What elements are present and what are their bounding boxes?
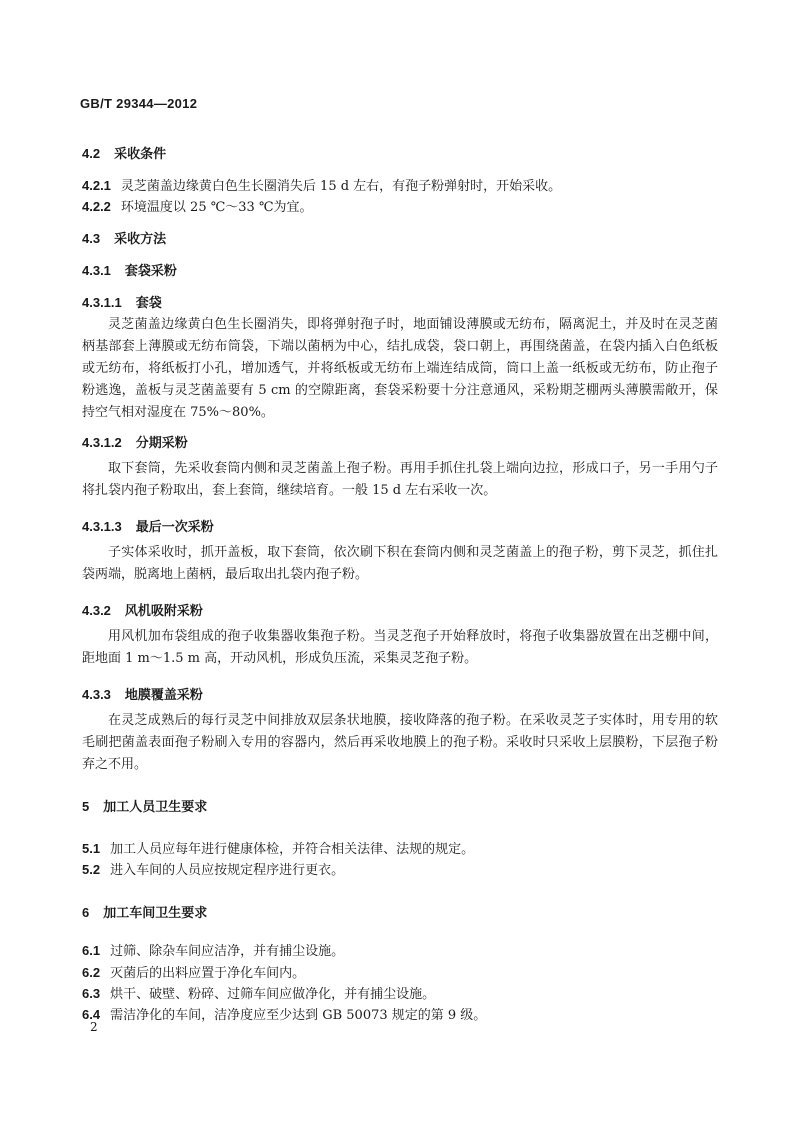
clause-text: 灭菌后的出料应置于净化车间内。 — [110, 966, 306, 981]
clause-text: 进入车间的人员应按规定程序进行更衣。 — [110, 863, 345, 878]
heading-4-3-1 — [82, 260, 177, 279]
page-number: 2 — [90, 1020, 98, 1034]
clause-text: 烘干、破壁、粉碎、过筛车间应做净化，并有捕尘设施。 — [110, 987, 436, 1002]
clause-text: 灵芝菌盖边缘黄白色生长圈消失后 15 d 左右，有孢子粉弹射时，开始采收。 — [120, 179, 562, 194]
clause-number: 4.2.1 — [82, 178, 111, 193]
clause-6-2 — [82, 962, 305, 981]
clause-4-2-1 — [82, 175, 561, 194]
heading-4-2 — [82, 143, 166, 162]
clause-number: 6.3 — [82, 986, 101, 1001]
clause-text: 环境温度以 25 ℃～33 ℃为宜。 — [120, 200, 313, 215]
clause-number: 5.1 — [82, 841, 101, 856]
heading-4-3-3 — [82, 684, 203, 703]
clause-5-2 — [82, 859, 344, 878]
clause-number: 6.4 — [82, 1007, 101, 1022]
paragraph-4-3-3: 在灵芝成熟后的每行灵芝中间排放双层条状地膜，接收降落的孢子粉。在采收灵芝子实体时，用专用的软毛刷把菌盖表面孢子粉刷入专用的容器内，然后再采收地膜上的孢子粉。采收时只采收上层膜粉，下层孢子粉弃之不用。 — [82, 713, 718, 772]
heading-number: 4.3.1.2 — [82, 435, 122, 450]
paragraph-4-3-1-3: 子实体采收时，抓开盖板，取下套筒，依次刷下积在套筒内侧和灵芝菌盖上的孢子粉，剪下灵芝，抓住扎袋两端，脱离地上菌柄，最后取出扎袋内孢子粉。 — [82, 545, 718, 582]
heading-number: 4.3.3 — [82, 687, 111, 702]
heading-title: 套袋采粉 — [124, 264, 177, 279]
clause-6-1 — [82, 940, 344, 959]
heading-4-3-2 — [82, 600, 203, 619]
clause-text: 过筛、除杂车间应洁净，并有捕尘设施。 — [110, 944, 345, 959]
paragraph-4-3-2: 用风机加布袋组成的孢子收集器收集孢子粉。当灵芝孢子开始释放时，将孢子收集器放置在出芝棚中间，距地面 1 m～1.5 m 高，开动风机，形成负压流，采集灵芝孢子粉。 — [82, 629, 718, 666]
heading-number: 4.3 — [82, 231, 101, 246]
clause-number: 6.1 — [82, 943, 101, 958]
clause-number: 5.2 — [82, 862, 101, 877]
heading-title: 加工人员卫生要求 — [103, 800, 208, 815]
heading-number: 6 — [82, 905, 90, 920]
heading-title: 套袋 — [135, 296, 162, 311]
clause-6-3 — [82, 983, 435, 1002]
heading-title: 加工车间卫生要求 — [103, 906, 208, 921]
clause-number: 6.2 — [82, 965, 101, 980]
heading-title: 采收方法 — [114, 232, 167, 247]
heading-4-3-1-1 — [82, 292, 162, 311]
heading-number: 4.3.2 — [82, 603, 111, 618]
heading-number: 4.3.1.3 — [82, 519, 122, 534]
heading-4-3-1-3 — [82, 516, 214, 535]
paragraph-4-3-1-1: 灵芝菌盖边缘黄白色生长圈消失，即将弹射孢子时，地面铺设薄膜或无纺布，隔离泥土，并及时在灵芝菌柄基部套上薄膜或无纺布筒袋，下端以菌柄为中心，结扎成袋，袋口朝上，再围绕菌盖，在袋内插入白色纸板或无纺布，将纸板打小孔，增加透气，并将纸板或无纺布上端连结成筒，筒口上盖一纸板或无纺布，防止孢子粉逃逸，盖板与灵芝菌盖要有 5 cm 的空隙距离，套袋采粉要十分注意通风，采粉期芝棚两头薄膜需敞开，保持空气相对湿度在 75%～80%。 — [82, 317, 718, 420]
heading-title: 分期采粉 — [135, 436, 188, 451]
heading-number: 4.2 — [82, 146, 101, 161]
heading-title: 地膜覆盖采粉 — [124, 688, 203, 703]
clause-number: 4.2.2 — [82, 199, 111, 214]
heading-number: 4.3.1.1 — [82, 295, 122, 310]
clause-4-2-2 — [82, 196, 313, 215]
heading-6 — [82, 902, 207, 921]
clause-text: 需洁净化的车间，洁净度应至少达到 GB 50073 规定的第 9 级。 — [110, 1008, 487, 1023]
heading-title: 风机吸附采粉 — [124, 604, 203, 619]
heading-title: 采收条件 — [114, 147, 167, 162]
paragraph-4-3-1-2: 取下套筒，先采收套筒内侧和灵芝菌盖上孢子粉。再用手抓住扎袋上端向边拉，形成口子，另一手用勺子将扎袋内孢子粉取出，套上套筒，继续培育。一般 15 d 左右采收一次。 — [82, 461, 718, 498]
clause-text: 加工人员应每年进行健康体检，并符合相关法律、法规的规定。 — [110, 842, 475, 857]
clause-5-1 — [82, 838, 474, 857]
heading-4-3 — [82, 228, 166, 247]
heading-number: 4.3.1 — [82, 263, 111, 278]
heading-title: 最后一次采粉 — [135, 520, 214, 535]
heading-4-3-1-2 — [82, 432, 188, 451]
clause-6-4 — [82, 1004, 486, 1023]
standard-code: GB/T 29344—2012 — [80, 96, 198, 111]
heading-5 — [82, 796, 207, 815]
heading-number: 5 — [82, 799, 90, 814]
